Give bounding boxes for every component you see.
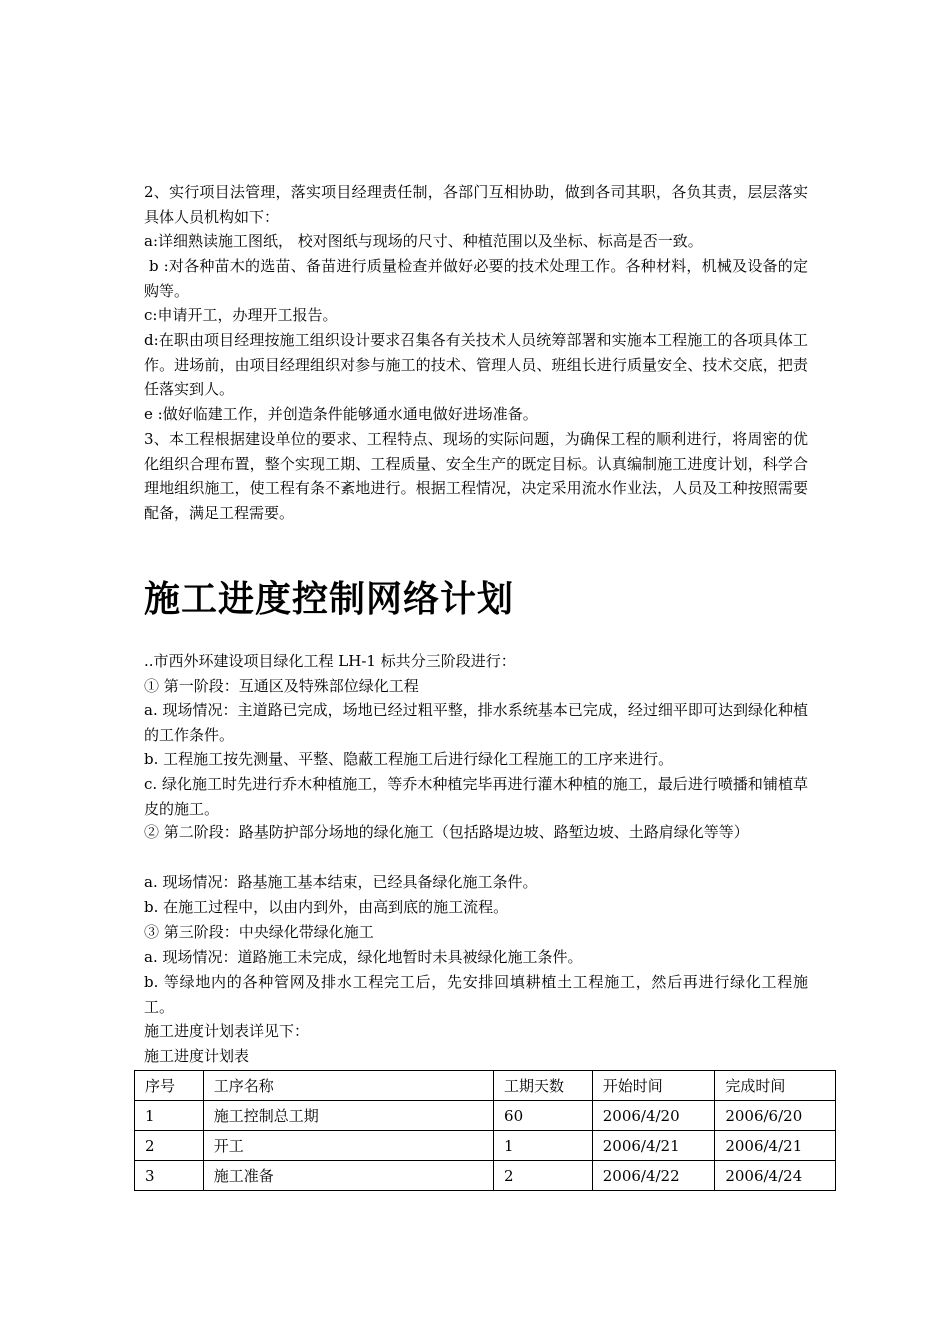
schedule-table-caption: 施工进度计划表 [144,1047,250,1065]
header-cell: 工序名称 [203,1071,493,1101]
table-header-row [135,1071,836,1101]
paragraph-item-e: e :做好临建工作，并创造条件能够通水通电做好进场准备。 [144,405,538,423]
stage-three-title: ③ 第三阶段：中央绿化带绿化施工 [144,923,374,941]
header-cell: 开始时间 [592,1071,715,1101]
table-cell: 施工控制总工期 [203,1101,493,1131]
table-cell: 60 [494,1101,593,1131]
table-cell: 2006/6/20 [715,1101,836,1131]
section-heading: 施工进度控制网络计划 [144,579,515,620]
schedule-table [134,1070,836,1191]
table-row [135,1161,836,1191]
paragraph-management: 2、实行项目法管理，落实项目经理责任制，各部门互相协助，做到各司其职，各负其责，层层落实具体人员机构如下： [144,183,808,226]
table-cell: 1 [494,1131,593,1161]
stage-two-item-a: a. 现场情况：路基施工基本结束，已经具备绿化施工条件。 [144,873,538,891]
paragraph-item-b: b :对各种苗木的选苗、备苗进行质量检查并做好必要的技术处理工作。各种材料，机械及设备的定购等。 [144,257,808,300]
table-cell: 2 [494,1161,593,1191]
table-cell: 2 [135,1131,204,1161]
stage-one-item-c: c. 绿化施工时先进行乔木种植施工，等乔木种植完毕再进行灌木种植的施工，最后进行喷播和铺植草皮的施工。 [144,775,808,818]
paragraph-intro: ..市西外环建设项目绿化工程 LH-1 标共分三阶段进行： [144,652,516,670]
stage-one-title: ① 第一阶段：互通区及特殊部位绿化工程 [144,677,419,695]
table-cell: 开工 [203,1131,493,1161]
header-cell: 序号 [135,1071,204,1101]
table-cell: 2006/4/21 [715,1131,836,1161]
table-cell: 2006/4/20 [592,1101,715,1131]
paragraph-organization: 3、本工程根据建设单位的要求、工程特点、现场的实际问题，为确保工程的顺利进行，将周密的优化组织合理布置，整个实现工期、工程质量、安全生产的既定目标。认真编制施工进度计划，科学合理地组织施工，使工程有条不紊地进行。根据工程情况，决定采用流水作业法，人员及工种按照需要配备，满足工程需要。 [144,430,808,522]
paragraph-item-c: c:申请开工，办理开工报告。 [144,306,338,324]
table-cell: 2006/4/24 [715,1161,836,1191]
schedule-note: 施工进度计划表详见下： [144,1022,310,1040]
stage-one-item-a: a. 现场情况：主道路已完成，场地已经过粗平整，排水系统基本已完成，经过细平即可达到绿化种植的工作条件。 [144,701,808,744]
stage-one-item-b: b. 工程施工按先测量、平整、隐蔽工程施工后进行绿化工程施工的工序来进行。 [144,750,674,768]
stage-two-title: ② 第二阶段：路基防护部分场地的绿化施工（包括路堤边坡、路堑边坡、土路肩绿化等等） [144,823,749,841]
header-cell: 工期天数 [494,1071,593,1101]
table-row [135,1131,836,1161]
table-cell: 2006/4/22 [592,1161,715,1191]
stage-two-item-b: b. 在施工过程中，以由内到外，由高到底的施工流程。 [144,898,509,916]
stage-three-item-a: a. 现场情况：道路施工未完成，绿化地暂时未具被绿化施工条件。 [144,948,583,966]
table-cell: 1 [135,1101,204,1131]
paragraph-item-a: a:详细熟读施工图纸， 校对图纸与现场的尺寸、种植范围以及坐标、标高是否一致。 [144,232,703,250]
table-cell: 3 [135,1161,204,1191]
table-cell: 2006/4/21 [592,1131,715,1161]
header-cell: 完成时间 [715,1071,836,1101]
paragraph-item-d: d:在职由项目经理按施工组织设计要求召集各有关技术人员统筹部署和实施本工程施工的各项具体工作。进场前，由项目经理组织对参与施工的技术、管理人员、班组长进行质量安全、技术交底，把责任落实到人。 [144,331,808,398]
table-row [135,1101,836,1131]
table-cell: 施工准备 [203,1161,493,1191]
stage-three-item-b: b. 等绿地内的各种管网及排水工程完工后，先安排回填耕植土工程施工，然后再进行绿化工程施工。 [144,973,808,1016]
